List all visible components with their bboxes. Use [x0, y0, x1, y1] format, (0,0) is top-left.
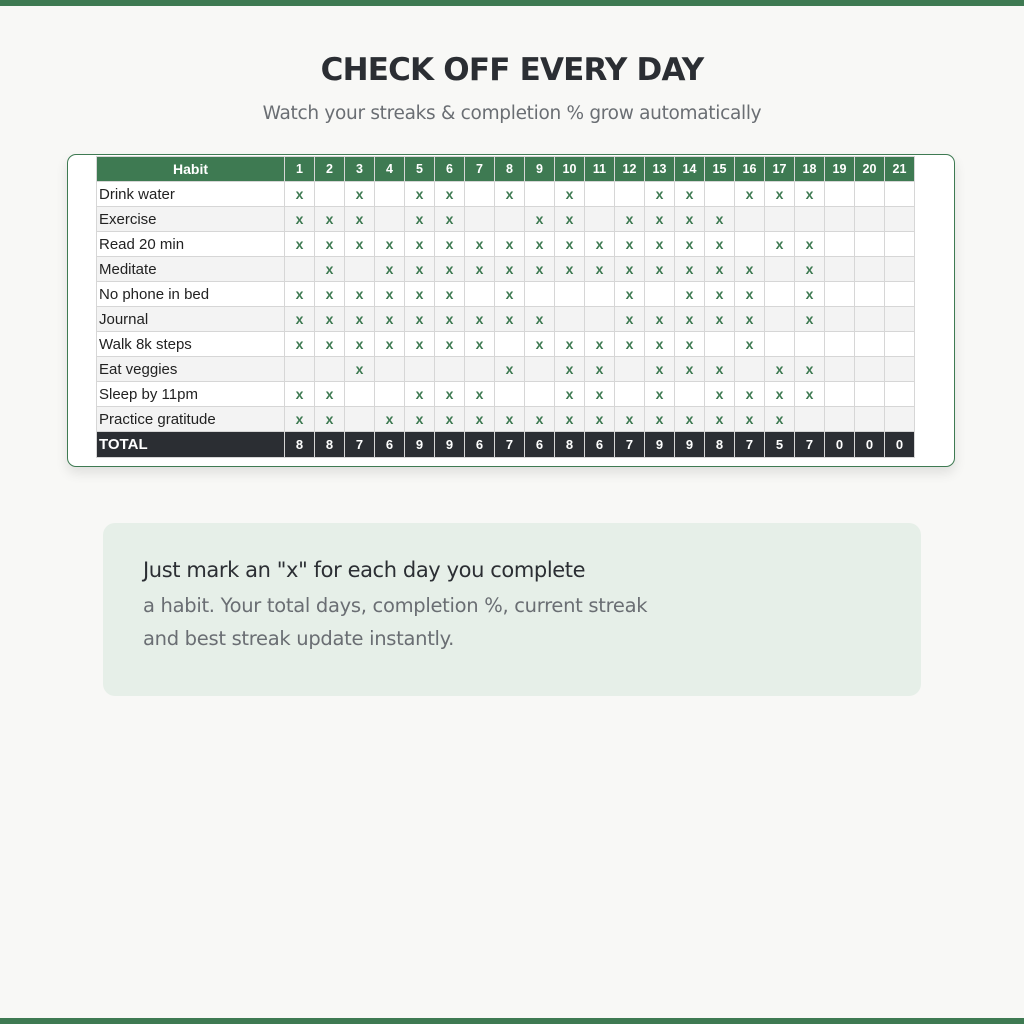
day-total-cell: 7	[795, 432, 825, 458]
day-check-cell[interactable]: x	[525, 257, 555, 282]
day-check-cell[interactable]: x	[435, 257, 465, 282]
habit-row	[97, 307, 915, 332]
day-check-cell[interactable]: x	[765, 407, 795, 432]
day-check-cell[interactable]	[885, 382, 915, 407]
habit-row	[97, 257, 915, 282]
day-check-cell[interactable]	[735, 232, 765, 257]
day-check-cell[interactable]: x	[435, 407, 465, 432]
day-check-cell[interactable]: x	[795, 382, 825, 407]
total-row	[97, 432, 915, 458]
tip-title: Just mark an "x" for each day you complete	[143, 558, 586, 582]
habit-name-cell[interactable]: Eat veggies	[97, 357, 285, 382]
day-check-cell[interactable]	[435, 357, 465, 382]
day-check-cell[interactable]: x	[735, 282, 765, 307]
day-check-cell[interactable]: x	[345, 332, 375, 357]
day-check-cell[interactable]: x	[285, 232, 315, 257]
day-total-cell: 6	[525, 432, 555, 458]
habit-name-cell[interactable]: Journal	[97, 307, 285, 332]
habit-name-cell[interactable]: Sleep by 11pm	[97, 382, 285, 407]
day-check-cell[interactable]: x	[675, 207, 705, 232]
day-check-cell[interactable]	[375, 357, 405, 382]
day-check-cell[interactable]: x	[525, 332, 555, 357]
day-check-cell[interactable]	[885, 282, 915, 307]
habit-row	[97, 332, 915, 357]
day-column-header: 14	[675, 157, 705, 182]
day-check-cell[interactable]: x	[645, 357, 675, 382]
day-check-cell[interactable]	[645, 282, 675, 307]
day-check-cell[interactable]	[375, 207, 405, 232]
day-total-cell: 9	[675, 432, 705, 458]
day-check-cell[interactable]: x	[795, 307, 825, 332]
day-check-cell[interactable]: x	[795, 232, 825, 257]
day-check-cell[interactable]: x	[495, 282, 525, 307]
day-check-cell[interactable]: x	[315, 232, 345, 257]
day-check-cell[interactable]	[885, 407, 915, 432]
day-check-cell[interactable]: x	[765, 232, 795, 257]
day-check-cell[interactable]	[555, 307, 585, 332]
day-check-cell[interactable]: x	[555, 332, 585, 357]
day-check-cell[interactable]: x	[735, 307, 765, 332]
day-check-cell[interactable]: x	[465, 232, 495, 257]
day-check-cell[interactable]: x	[405, 257, 435, 282]
day-check-cell[interactable]	[855, 282, 885, 307]
day-check-cell[interactable]: x	[615, 282, 645, 307]
day-check-cell[interactable]	[315, 357, 345, 382]
day-check-cell[interactable]: x	[675, 407, 705, 432]
day-total-cell: 0	[855, 432, 885, 458]
day-check-cell[interactable]	[465, 182, 495, 207]
day-check-cell[interactable]	[495, 207, 525, 232]
day-check-cell[interactable]: x	[615, 232, 645, 257]
day-total-cell: 8	[285, 432, 315, 458]
day-check-cell[interactable]: x	[705, 407, 735, 432]
day-column-header: 9	[525, 157, 555, 182]
day-check-cell[interactable]: x	[495, 357, 525, 382]
day-total-cell: 6	[465, 432, 495, 458]
day-check-cell[interactable]: x	[585, 232, 615, 257]
day-check-cell[interactable]: x	[525, 407, 555, 432]
day-total-cell: 5	[765, 432, 795, 458]
day-check-cell[interactable]: x	[435, 282, 465, 307]
day-check-cell[interactable]	[285, 357, 315, 382]
day-check-cell[interactable]: x	[405, 207, 435, 232]
day-check-cell[interactable]	[795, 332, 825, 357]
day-check-cell[interactable]: x	[405, 332, 435, 357]
day-column-header: 7	[465, 157, 495, 182]
habit-name-cell[interactable]: Meditate	[97, 257, 285, 282]
day-column-header: 5	[405, 157, 435, 182]
day-check-cell[interactable]	[585, 307, 615, 332]
day-check-cell[interactable]	[855, 182, 885, 207]
day-check-cell[interactable]: x	[405, 282, 435, 307]
day-check-cell[interactable]	[465, 357, 495, 382]
day-check-cell[interactable]	[885, 357, 915, 382]
day-check-cell[interactable]: x	[405, 307, 435, 332]
day-check-cell[interactable]: x	[795, 357, 825, 382]
day-check-cell[interactable]	[465, 207, 495, 232]
day-column-header: 12	[615, 157, 645, 182]
day-check-cell[interactable]: x	[285, 207, 315, 232]
day-total-cell: 9	[645, 432, 675, 458]
day-check-cell[interactable]: x	[345, 307, 375, 332]
day-check-cell[interactable]	[855, 357, 885, 382]
day-check-cell[interactable]: x	[555, 382, 585, 407]
day-check-cell[interactable]: x	[735, 182, 765, 207]
day-check-cell[interactable]: x	[675, 357, 705, 382]
day-check-cell[interactable]: x	[705, 232, 735, 257]
day-check-cell[interactable]: x	[435, 207, 465, 232]
day-check-cell[interactable]: x	[705, 257, 735, 282]
day-check-cell[interactable]: x	[405, 182, 435, 207]
day-check-cell[interactable]	[525, 382, 555, 407]
day-check-cell[interactable]: x	[435, 307, 465, 332]
day-check-cell[interactable]: x	[765, 182, 795, 207]
day-check-cell[interactable]: x	[795, 257, 825, 282]
habit-name-cell[interactable]: Drink water	[97, 182, 285, 207]
day-check-cell[interactable]	[615, 357, 645, 382]
day-check-cell[interactable]	[345, 257, 375, 282]
day-check-cell[interactable]: x	[675, 232, 705, 257]
habit-name-cell[interactable]: Walk 8k steps	[97, 332, 285, 357]
day-check-cell[interactable]: x	[555, 357, 585, 382]
day-check-cell[interactable]: x	[435, 382, 465, 407]
day-total-cell: 8	[705, 432, 735, 458]
day-check-cell[interactable]	[855, 207, 885, 232]
day-check-cell[interactable]	[555, 282, 585, 307]
day-check-cell[interactable]	[855, 332, 885, 357]
day-check-cell[interactable]	[735, 207, 765, 232]
day-check-cell[interactable]: x	[345, 282, 375, 307]
day-check-cell[interactable]	[825, 232, 855, 257]
day-check-cell[interactable]: x	[465, 257, 495, 282]
habit-row	[97, 407, 915, 432]
day-check-cell[interactable]: x	[705, 207, 735, 232]
day-check-cell[interactable]	[705, 182, 735, 207]
day-column-header: 1	[285, 157, 315, 182]
day-check-cell[interactable]	[525, 282, 555, 307]
habit-column-header: Habit	[97, 157, 285, 182]
day-total-cell: 6	[375, 432, 405, 458]
day-total-cell: 8	[315, 432, 345, 458]
total-label: TOTAL	[97, 432, 285, 458]
day-check-cell[interactable]: x	[315, 332, 345, 357]
day-check-cell[interactable]: x	[645, 207, 675, 232]
day-check-cell[interactable]	[345, 382, 375, 407]
day-column-header: 17	[765, 157, 795, 182]
day-column-header: 15	[705, 157, 735, 182]
day-total-cell: 7	[735, 432, 765, 458]
day-check-cell[interactable]	[735, 357, 765, 382]
day-check-cell[interactable]: x	[285, 382, 315, 407]
day-column-header: 20	[855, 157, 885, 182]
day-check-cell[interactable]	[855, 307, 885, 332]
page-subtitle: Watch your streaks & completion % grow automatically	[262, 103, 762, 124]
day-check-cell[interactable]	[885, 307, 915, 332]
day-check-cell[interactable]: x	[285, 407, 315, 432]
day-check-cell[interactable]: x	[345, 357, 375, 382]
day-check-cell[interactable]: x	[315, 382, 345, 407]
day-total-cell: 9	[405, 432, 435, 458]
page-title: CHECK OFF EVERY DAY	[320, 52, 704, 88]
habit-row	[97, 282, 915, 307]
day-check-cell[interactable]: x	[705, 357, 735, 382]
day-check-cell[interactable]: x	[645, 307, 675, 332]
bottom-accent-bar	[0, 1018, 1024, 1024]
day-check-cell[interactable]: x	[645, 257, 675, 282]
day-check-cell[interactable]: x	[645, 407, 675, 432]
day-check-cell[interactable]	[795, 407, 825, 432]
day-check-cell[interactable]	[585, 207, 615, 232]
habit-row	[97, 232, 915, 257]
day-check-cell[interactable]	[885, 207, 915, 232]
day-check-cell[interactable]	[765, 282, 795, 307]
day-check-cell[interactable]: x	[765, 357, 795, 382]
day-check-cell[interactable]: x	[675, 257, 705, 282]
day-check-cell[interactable]	[375, 382, 405, 407]
day-check-cell[interactable]	[495, 382, 525, 407]
day-check-cell[interactable]	[825, 407, 855, 432]
day-check-cell[interactable]: x	[675, 182, 705, 207]
day-check-cell[interactable]	[825, 207, 855, 232]
day-check-cell[interactable]: x	[405, 232, 435, 257]
day-check-cell[interactable]	[525, 182, 555, 207]
day-column-header: 21	[885, 157, 915, 182]
habit-row	[97, 182, 915, 207]
day-check-cell[interactable]: x	[435, 182, 465, 207]
day-check-cell[interactable]: x	[465, 407, 495, 432]
day-check-cell[interactable]: x	[585, 332, 615, 357]
day-check-cell[interactable]: x	[645, 182, 675, 207]
day-check-cell[interactable]: x	[315, 257, 345, 282]
day-check-cell[interactable]: x	[555, 232, 585, 257]
habit-row	[97, 382, 915, 407]
day-check-cell[interactable]: x	[495, 407, 525, 432]
day-check-cell[interactable]	[585, 282, 615, 307]
day-check-cell[interactable]: x	[555, 257, 585, 282]
day-check-cell[interactable]: x	[705, 382, 735, 407]
day-check-cell[interactable]: x	[645, 382, 675, 407]
day-check-cell[interactable]	[375, 182, 405, 207]
day-check-cell[interactable]	[495, 332, 525, 357]
day-column-header: 13	[645, 157, 675, 182]
day-check-cell[interactable]: x	[285, 332, 315, 357]
day-check-cell[interactable]: x	[675, 282, 705, 307]
day-check-cell[interactable]	[765, 307, 795, 332]
day-check-cell[interactable]: x	[585, 257, 615, 282]
day-check-cell[interactable]	[345, 407, 375, 432]
day-check-cell[interactable]: x	[465, 382, 495, 407]
day-check-cell[interactable]: x	[435, 332, 465, 357]
day-total-cell: 7	[495, 432, 525, 458]
day-check-cell[interactable]: x	[495, 257, 525, 282]
day-check-cell[interactable]	[405, 357, 435, 382]
habit-tracker-table	[96, 156, 915, 458]
day-check-cell[interactable]	[765, 257, 795, 282]
day-check-cell[interactable]	[825, 282, 855, 307]
day-check-cell[interactable]	[795, 207, 825, 232]
day-check-cell[interactable]	[825, 382, 855, 407]
day-column-header: 16	[735, 157, 765, 182]
tip-box	[103, 523, 921, 696]
day-check-cell[interactable]: x	[375, 307, 405, 332]
habit-name-cell[interactable]: Exercise	[97, 207, 285, 232]
day-check-cell[interactable]: x	[525, 207, 555, 232]
day-check-cell[interactable]	[885, 232, 915, 257]
spreadsheet-preview-card	[67, 154, 955, 467]
day-column-header: 8	[495, 157, 525, 182]
day-check-cell[interactable]: x	[285, 307, 315, 332]
day-check-cell[interactable]: x	[705, 307, 735, 332]
day-total-cell: 7	[615, 432, 645, 458]
day-check-cell[interactable]: x	[735, 407, 765, 432]
day-check-cell[interactable]	[825, 332, 855, 357]
day-check-cell[interactable]: x	[345, 182, 375, 207]
day-check-cell[interactable]: x	[735, 257, 765, 282]
top-accent-bar	[0, 0, 1024, 6]
day-check-cell[interactable]: x	[615, 207, 645, 232]
day-check-cell[interactable]: x	[705, 282, 735, 307]
day-column-header: 19	[825, 157, 855, 182]
day-check-cell[interactable]: x	[555, 407, 585, 432]
day-column-header: 2	[315, 157, 345, 182]
day-column-header: 6	[435, 157, 465, 182]
day-check-cell[interactable]: x	[315, 307, 345, 332]
day-check-cell[interactable]: x	[645, 232, 675, 257]
day-check-cell[interactable]	[765, 207, 795, 232]
day-check-cell[interactable]	[855, 257, 885, 282]
day-total-cell: 6	[585, 432, 615, 458]
day-check-cell[interactable]: x	[345, 232, 375, 257]
day-check-cell[interactable]	[825, 182, 855, 207]
day-column-header: 10	[555, 157, 585, 182]
day-check-cell[interactable]: x	[405, 382, 435, 407]
habit-row	[97, 357, 915, 382]
day-check-cell[interactable]: x	[615, 307, 645, 332]
day-check-cell[interactable]: x	[375, 282, 405, 307]
habit-name-cell[interactable]: Read 20 min	[97, 232, 285, 257]
day-check-cell[interactable]: x	[645, 332, 675, 357]
day-check-cell[interactable]: x	[495, 182, 525, 207]
day-check-cell[interactable]: x	[465, 307, 495, 332]
day-check-cell[interactable]	[675, 382, 705, 407]
header-row	[97, 157, 915, 182]
day-check-cell[interactable]: x	[465, 332, 495, 357]
day-check-cell[interactable]	[615, 382, 645, 407]
day-check-cell[interactable]: x	[375, 407, 405, 432]
day-check-cell[interactable]: x	[315, 207, 345, 232]
day-total-cell: 9	[435, 432, 465, 458]
habit-row	[97, 207, 915, 232]
day-check-cell[interactable]: x	[375, 232, 405, 257]
day-check-cell[interactable]	[885, 332, 915, 357]
day-check-cell[interactable]: x	[285, 182, 315, 207]
day-check-cell[interactable]: x	[765, 382, 795, 407]
day-check-cell[interactable]	[585, 182, 615, 207]
day-check-cell[interactable]: x	[495, 232, 525, 257]
day-check-cell[interactable]	[885, 257, 915, 282]
day-check-cell[interactable]: x	[555, 207, 585, 232]
day-check-cell[interactable]: x	[795, 182, 825, 207]
day-check-cell[interactable]: x	[525, 307, 555, 332]
day-check-cell[interactable]	[855, 407, 885, 432]
day-column-header: 18	[795, 157, 825, 182]
day-check-cell[interactable]: x	[435, 232, 465, 257]
day-check-cell[interactable]: x	[375, 332, 405, 357]
day-total-cell: 0	[825, 432, 855, 458]
day-check-cell[interactable]	[855, 382, 885, 407]
day-check-cell[interactable]: x	[735, 382, 765, 407]
day-check-cell[interactable]: x	[675, 307, 705, 332]
day-check-cell[interactable]: x	[525, 232, 555, 257]
tip-body: a habit. Your total days, completion %, current streak and best streak update instantly.	[143, 594, 648, 650]
habit-name-cell[interactable]: No phone in bed	[97, 282, 285, 307]
day-check-cell[interactable]	[315, 182, 345, 207]
day-check-cell[interactable]: x	[585, 382, 615, 407]
day-check-cell[interactable]: x	[555, 182, 585, 207]
day-check-cell[interactable]	[705, 332, 735, 357]
day-column-header: 4	[375, 157, 405, 182]
day-check-cell[interactable]	[825, 307, 855, 332]
day-check-cell[interactable]	[615, 182, 645, 207]
day-check-cell[interactable]: x	[285, 282, 315, 307]
day-check-cell[interactable]	[825, 357, 855, 382]
day-check-cell[interactable]: x	[375, 257, 405, 282]
day-check-cell[interactable]: x	[585, 407, 615, 432]
day-check-cell[interactable]: x	[675, 332, 705, 357]
day-check-cell[interactable]	[285, 257, 315, 282]
day-total-cell: 7	[345, 432, 375, 458]
day-check-cell[interactable]: x	[345, 207, 375, 232]
day-check-cell[interactable]: x	[615, 257, 645, 282]
day-check-cell[interactable]: x	[795, 282, 825, 307]
day-check-cell[interactable]	[825, 257, 855, 282]
day-column-header: 11	[585, 157, 615, 182]
day-column-header: 3	[345, 157, 375, 182]
day-check-cell[interactable]	[765, 332, 795, 357]
day-check-cell[interactable]	[855, 232, 885, 257]
day-total-cell: 0	[885, 432, 915, 458]
day-check-cell[interactable]	[525, 357, 555, 382]
day-check-cell[interactable]: x	[315, 407, 345, 432]
day-check-cell[interactable]	[885, 182, 915, 207]
day-check-cell[interactable]: x	[405, 407, 435, 432]
day-check-cell[interactable]: x	[615, 407, 645, 432]
day-check-cell[interactable]: x	[315, 282, 345, 307]
day-total-cell: 8	[555, 432, 585, 458]
habit-name-cell[interactable]: Practice gratitude	[97, 407, 285, 432]
day-check-cell[interactable]: x	[615, 332, 645, 357]
day-check-cell[interactable]: x	[735, 332, 765, 357]
day-check-cell[interactable]	[465, 282, 495, 307]
day-check-cell[interactable]: x	[585, 357, 615, 382]
day-check-cell[interactable]: x	[495, 307, 525, 332]
